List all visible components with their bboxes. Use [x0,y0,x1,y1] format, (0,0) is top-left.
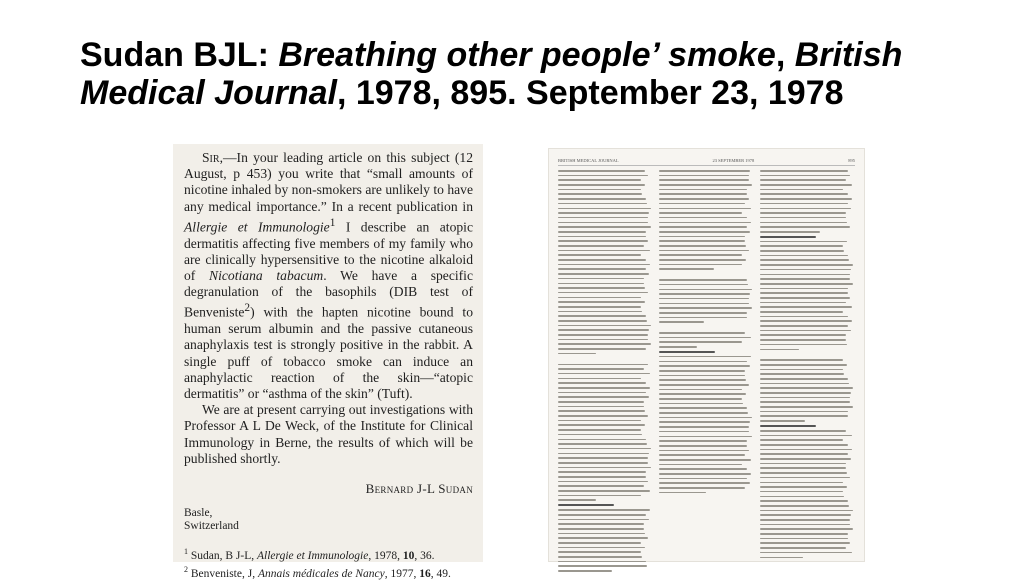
text-line [659,226,747,228]
letter-signature: Bernard J-L Sudan [365,480,473,496]
text-line [558,565,647,567]
text-line [558,448,651,450]
text-line [558,175,648,177]
text-line [659,356,751,358]
text-line [659,341,742,343]
text-line [558,490,650,492]
text-line [558,189,641,191]
letter-journal-name: Allergie et Immunologie [184,219,330,235]
text-line [760,274,850,276]
text-line [659,279,747,281]
text-line [760,189,843,191]
text-line [760,557,803,559]
text-line [558,250,650,252]
text-line [558,570,612,572]
text-line [558,467,651,469]
affiliation-city: Basle, [184,506,213,519]
text-line [659,245,746,247]
text-line [760,373,844,375]
ref-text: , 1977, [384,567,420,580]
text-line [558,457,648,459]
text-line [659,254,742,256]
journal-page-header-left: BRITISH MEDICAL JOURNAL [558,158,619,163]
text-line [558,315,646,317]
text-line [558,217,648,219]
text-line [659,417,752,419]
text-line [659,170,750,172]
text-line [659,478,747,480]
text-line [760,435,852,437]
text-line [558,208,651,210]
text-line [760,306,852,308]
text-line [558,462,648,464]
text-line [558,373,650,375]
text-line [558,297,641,299]
text-line [760,453,848,455]
text-line [558,273,649,275]
text-line [760,420,805,422]
text-line [558,551,641,553]
text-line [558,382,646,384]
text-line [760,533,848,535]
text-line [558,434,642,436]
text-line [558,537,648,539]
text-line [558,353,596,355]
text-line [659,440,747,442]
text-line [558,406,644,408]
footnote-marker-2: 2 [244,302,251,315]
text-gap [558,358,652,364]
text-line [659,407,747,409]
text-line [760,283,853,285]
text-line [659,375,745,377]
journal-page-columns [558,170,855,556]
journal-page-number: 895 [848,158,855,163]
text-line [659,426,749,428]
text-line [760,330,851,332]
section-heading-line [760,425,816,427]
text-line [558,198,646,200]
text-line [558,424,645,426]
text-line [558,184,645,186]
text-line [659,240,745,242]
letter-body [184,150,473,467]
text-line [760,259,849,261]
text-line [760,217,846,219]
text-line [558,476,646,478]
letter-references [184,545,473,581]
journal-column-3 [760,170,854,556]
text-line [760,524,850,526]
text-line [659,468,747,470]
text-line [760,193,848,195]
text-line [760,288,848,290]
text-line [558,485,644,487]
text-line [760,383,849,385]
text-line [659,284,748,286]
text-line [558,429,641,431]
text-line [659,179,749,181]
text-line [558,499,596,501]
text-line [659,473,751,475]
text-line [558,378,641,380]
section-heading-line [659,351,715,353]
letter-text: . We have a specific degranulation of the basophils (DIB test of Benveniste [184,267,473,320]
text-line [760,344,847,346]
text-line [659,321,704,323]
text-line [659,332,745,334]
text-line [558,170,645,172]
letter-salutation: Sir [202,150,220,165]
text-line [659,298,749,300]
text-line [659,175,749,177]
title-separator: , [775,36,795,74]
footnote-marker-1: 1 [329,216,336,229]
ref-volume: 16 [419,567,431,580]
text-line [760,552,852,554]
letter-paragraph-1 [184,150,473,402]
letter-paragraph-2: We are at present carrying out investigations with Professor A L De Weck, of the Institute for Clinical Immunology in Berne, the results of which will be published shortly. [184,402,473,466]
text-line [558,523,644,525]
text-line [558,278,644,280]
text-line [558,264,650,266]
text-line [760,463,846,465]
text-line [558,325,651,327]
text-line [760,364,847,366]
text-line [760,387,853,389]
text-line [659,231,750,233]
ref-number: 1 [184,546,188,556]
text-line [760,320,852,322]
text-line [760,297,850,299]
text-line [659,208,751,210]
text-line [558,514,646,516]
text-line [760,467,846,469]
ref-journal: Allergie et Immunologie [257,549,369,562]
text-line [659,421,750,423]
text-line [558,306,641,308]
text-line [659,445,747,447]
text-line [659,203,745,205]
text-line [760,334,846,336]
text-line [760,477,850,479]
text-line [760,505,849,507]
text-line [659,450,749,452]
text-line [558,212,649,214]
text-line [558,259,646,261]
text-line [558,193,642,195]
text-line [558,320,647,322]
text-line [760,222,847,224]
text-line [558,495,641,497]
text-line [659,459,751,461]
text-line [760,411,848,413]
text-line [558,292,648,294]
journal-column-2 [659,170,753,556]
text-line [760,449,852,451]
text-line [760,392,851,394]
letter-species-name: Nicotiana tabacum [209,267,324,283]
text-line [760,491,843,493]
text-line [558,231,646,233]
affiliation-country: Switzerland [184,519,239,532]
text-line [659,384,749,386]
text-line [558,519,649,521]
letter-affiliation [184,507,473,533]
text-line [760,359,843,361]
text-line [760,302,846,304]
text-line [760,278,850,280]
text-line [659,365,750,367]
text-line [659,236,745,238]
text-line [760,439,843,441]
ref-volume: 10 [402,549,415,562]
text-line [558,528,644,530]
letter-scan-image [173,144,483,580]
text-line [760,496,844,498]
ref-number: 2 [184,564,188,574]
text-line [760,528,853,530]
text-line [760,369,843,371]
ref-text: , 1978, [368,549,403,562]
text-line [659,264,742,266]
text-line [760,292,848,294]
title-article: Breathing other people’ smoke [278,36,776,74]
text-line [760,231,820,233]
text-line [659,307,752,309]
text-line [659,212,742,214]
text-line [659,482,750,484]
text-line [760,547,846,549]
journal-column-1 [558,170,652,556]
text-line [659,393,746,395]
text-line [659,346,697,348]
text-line [760,255,848,257]
text-line [659,250,749,252]
text-line [760,538,848,540]
text-line [558,453,649,455]
text-line [760,514,851,516]
ref-text: , 49. [430,567,451,580]
text-line [558,311,642,313]
text-line [659,379,746,381]
text-line [659,184,752,186]
ref-journal: Annais médicales de Nancy [257,567,385,580]
text-line [659,436,752,438]
text-line [659,303,749,305]
title-citation: , 1978, 895. September 23, 1978 [336,74,844,112]
text-line [760,397,850,399]
journal-page-header [558,158,855,166]
text-line [558,339,648,341]
text-line [659,189,747,191]
text-line [760,311,843,313]
text-line [659,464,742,466]
text-line [558,533,645,535]
text-line [760,500,848,502]
text-line [558,396,649,398]
text-line [558,471,646,473]
text-line [760,175,850,177]
text-line [760,325,848,327]
ref-text: Sudan, B J-L, [190,549,257,562]
text-line [760,482,843,484]
text-line [760,349,799,351]
text-line [558,368,644,370]
text-line [760,208,851,210]
text-line [659,293,750,295]
text-line [760,269,851,271]
text-line [558,439,646,441]
text-line [659,487,745,489]
text-line [558,287,645,289]
text-line [760,510,853,512]
text-line [659,412,748,414]
letter-text: ) with the hapten nicotine bound to human serum albumin and the passive cutaneous anaphylaxis test is strongly positive in the rabbit. A single puff of tobacco smoke can induce an anaphylactic reaction of the skin—“atopic dermatitis” or “asthma of the skin” (Tuft). [184,304,473,401]
title-journal: British Medical Journal [80,36,903,112]
text-line [558,334,648,336]
text-line [659,312,747,314]
text-line [760,184,852,186]
text-line [558,348,646,350]
text-line [659,337,751,339]
text-line [659,217,747,219]
text-line [760,226,850,228]
text-line [558,240,648,242]
text-line [558,226,651,228]
journal-page-header-date: 23 SEPTEMBER 1978 [712,158,755,163]
text-line [760,250,844,252]
text-line [558,415,648,417]
text-line [760,378,848,380]
letter-text: ,—In your leading article on this subject (12 August, p 453) you write that “small amounts of nicotine inhaled by non-smokers are unlikely to have any medical importance.” In a recent publication in [184,150,473,214]
text-line [760,430,846,432]
text-line [659,268,714,270]
text-line [659,454,745,456]
text-line [558,401,644,403]
text-line [558,509,650,511]
slide-title [80,36,980,112]
text-line [760,203,848,205]
text-line [760,472,847,474]
text-line [760,458,851,460]
text-line [760,264,853,266]
text-line [760,241,847,243]
text-line [558,245,644,247]
text-line [659,259,746,261]
text-line [659,198,749,200]
text-line [558,222,648,224]
text-line [659,398,742,400]
text-line [558,254,641,256]
text-line [558,392,646,394]
text-line [558,343,651,345]
text-line [558,443,647,445]
text-line [760,316,848,318]
text-line [558,364,648,366]
text-line [558,561,646,563]
letter-text: I describe an atopic dermatitis affecting five members of my family who are clinically hypersensitive to the nicotine alkaloid of [184,219,473,283]
text-line [760,170,848,172]
text-line [659,370,745,372]
text-line [760,444,848,446]
text-line [558,268,646,270]
section-heading-line [760,236,816,238]
text-line [760,212,846,214]
text-line [659,389,742,391]
ref-text: , 36. [414,549,435,562]
text-line [558,329,649,331]
text-line [760,486,847,488]
reference-1 [184,545,473,563]
text-line [760,415,848,417]
text-line [659,193,747,195]
text-line [659,492,706,494]
ref-text: Benveniste, J, [190,567,258,580]
text-line [760,339,846,341]
section-heading-line [558,504,614,506]
title-author: Sudan BJL: [80,36,279,74]
text-line [760,406,853,408]
text-line [558,556,642,558]
text-line [659,222,751,224]
text-line [558,547,645,549]
reference-2 [184,563,473,581]
text-line [760,401,850,403]
text-line [659,361,747,363]
text-line [558,203,647,205]
text-line [760,245,843,247]
text-line [558,301,645,303]
text-line [558,387,650,389]
text-line [558,179,641,181]
text-line [760,542,850,544]
text-line [558,236,646,238]
text-line [760,198,852,200]
text-line [558,481,648,483]
text-line [558,420,641,422]
text-line [659,431,749,433]
text-line [760,179,846,181]
text-line [558,410,645,412]
text-line [558,283,644,285]
text-line [558,542,641,544]
text-line [659,289,752,291]
journal-page-scan-image [548,148,865,562]
text-line [659,317,747,319]
text-line [760,519,850,521]
text-line [659,403,743,405]
